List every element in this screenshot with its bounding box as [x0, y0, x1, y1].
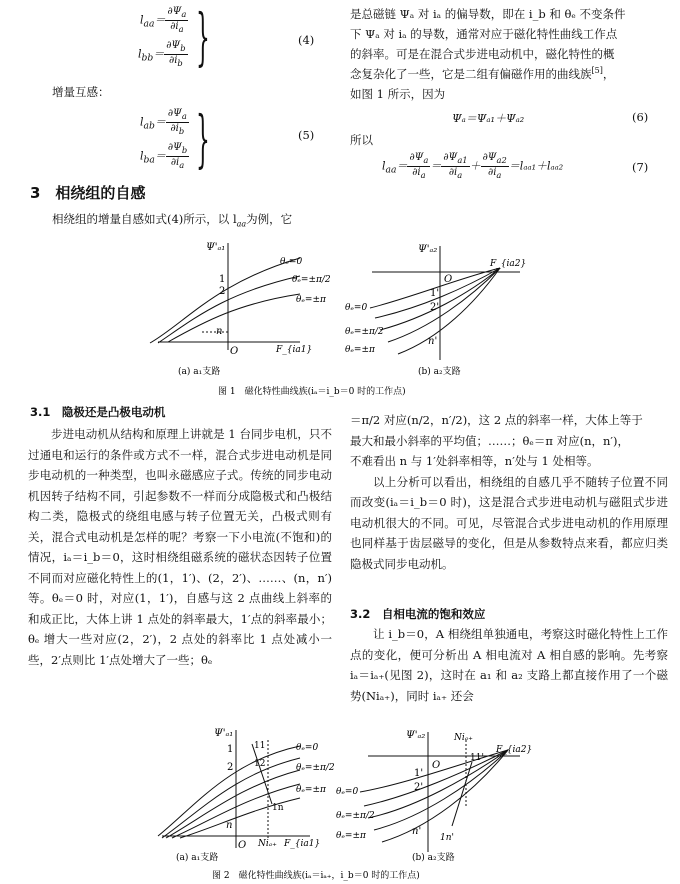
f2r-origin: O: [432, 760, 441, 771]
brace-5: }: [196, 102, 210, 175]
brace-4: }: [196, 0, 210, 73]
f1l-point-n: n: [216, 326, 223, 337]
right-mid-para-2: 以上分析可以看出，相绕组的自感几乎不随转子位置不同而改变(iₐ＝i_b＝0 时)，这是混合式步进电动机与磁阻式步进电动机很大的不同。可见，尽管混合式步进电动机的作用原理也同样基于齿层磁导的变化，但是从参数特点来看，都应归类隐极式同步电动机。: [350, 474, 668, 571]
equation-number-6: (6): [632, 110, 649, 124]
f1l-point-1: 1: [219, 274, 226, 285]
figure-2-left-plot: [158, 730, 310, 848]
f2l-point-1n: 1n: [272, 803, 284, 813]
section-3-2-paragraph: 让 i_b＝0，A 相绕组单独通电，考察这时磁化特性上工作点的变化，便可分析出 A 相电流对 A 相自感的影响。先考察 iₐ＝iₐ₊(见图 2)，这时在 a₁ 和 a₂ 支路上都直接作用了一个磁势(Niₐ₊)，同时 iₐ₊ 还会: [350, 627, 668, 703]
f1l-curve-pi2: [158, 276, 300, 343]
f2r-point-1np: 1n': [440, 833, 454, 843]
right-line-3: 的斜率。可是在混合式步进电动机中，磁化特性的概: [350, 47, 615, 61]
right-mid-line-1: ＝π/2 对应(n/2，n′/2)，这 2 点的斜率一样，大体上等于: [350, 413, 643, 427]
f2r-ylabel: Ψ'ₐ₂: [406, 730, 426, 741]
f1l-curve-0: [150, 257, 303, 343]
f2l-curve-label-pi2: θₑ=±π/2: [296, 763, 335, 773]
f2r-point-1p: 1': [414, 768, 424, 779]
equation-number-5: (5): [298, 128, 315, 142]
figure-2: [0, 726, 680, 884]
right-line-4: 念复杂化了一些，它是二组有偏磁作用的曲线族[5]，: [350, 66, 615, 81]
right-line-2: 下 Ψₐ 对 iₐ 的导数，通常对应于磁化特性曲线工作点: [350, 27, 618, 41]
section-3-2-heading: 3.2 自相电流的饱和效应: [350, 607, 486, 621]
f2r-point-11p: 11': [470, 753, 484, 763]
section-3-1-paragraph: 步进电动机从结构和原理上讲就是 1 台同步电机，只不过通电和运行的条件或方式不一样，混合式步进电动机是同步电动机的一种类型，也叫永磁感应子式。传统的同步电动机因转子结构不同，引起参数不一样而分成隐极式和凸极结构二类，隐极式的绕组电感与转子位置无关，凸极式则有关，混合式电动机是怎样的呢？考察一下小电流(不饱和)的情况，iₐ＝i_b＝0，这时相绕组磁系统的磁状态因转子位置不同而对应磁化特性上的(1，1′)、(2，2′)、……、(n，n′)等。θₑ＝0 时，对应(1，1′)，自感与这 2 点曲线上斜率的和成正比，大体上讲 1 点处的斜率最大，1′点的斜率最小；θₑ 增大一些对应(2，2′)，2 点处的斜率比 1 点处减小一些，2′点则比 1′点处增大了一些；θₑ: [28, 427, 332, 667]
f1l-ylabel: Ψ'ₐ₁: [206, 242, 226, 253]
f1r-point-2p: 2': [430, 302, 440, 313]
f2l-curve-label-0: θₑ=0: [296, 743, 319, 753]
f2r-curve-a: [364, 750, 508, 806]
f1l-curve-label-pi: θₑ=±π: [296, 295, 326, 305]
f2r-caption: (b) a₂支路: [412, 853, 455, 863]
figure-1: [0, 238, 680, 398]
equation-laa: $l_{aa}=$ $\frac{\partial\Psi_a}{\partial i_a}$: [140, 6, 187, 34]
figure-2-caption: 图 2 磁化特性曲线族(iₐ＝iₐ₊，i_b＝0 时的工作点): [212, 871, 420, 881]
f1l-curve-label-pi2: θₑ=±π/2: [292, 275, 331, 285]
f2l-curve-label-pi: θₑ=±π: [296, 785, 326, 795]
mutual-inductance-label: 增量互感：: [52, 85, 110, 99]
f1r-origin: O: [444, 274, 453, 285]
section-3-intro: 相绕组的增量自感如式(4)所示，以 $l_{aa}$为例，它: [52, 212, 293, 229]
f1l-curve-pi: [168, 294, 300, 342]
f2l-point-11: 11: [254, 741, 266, 751]
f1l-xlabel: F_{ia1}: [276, 345, 313, 355]
equation-lbb: $l_{bb}=$ $\frac{\partial\Psi_b}{\partial i_b}$: [138, 40, 186, 68]
so-label: 所以: [350, 133, 373, 147]
f1r-curve-label-pi2: θₑ=±π/2: [345, 327, 384, 337]
f1r-caption: (b) a₂支路: [418, 367, 461, 377]
f2l-ylabel: Ψ'ₐ₁: [214, 728, 234, 739]
f2l-point-n: n: [226, 820, 233, 831]
f2r-curve-label-0: θₑ=0: [336, 787, 359, 797]
f2r-point-np: n': [412, 826, 422, 837]
right-line-1: 是总磁链 Ψₐ 对 iₐ 的偏导数，即在 i_b 和 θₑ 不变条件: [350, 7, 626, 21]
f2l-origin: O: [238, 840, 247, 851]
section-heading-3: 3 相绕组的自感: [30, 184, 146, 202]
f1l-curve-label-0: θₑ=0: [280, 257, 303, 267]
f2r-curve-label-pi2: θₑ=±π/2: [336, 811, 375, 821]
f1r-point-1p: 1': [430, 288, 440, 299]
equation-lab: $l_{ab}=$ $\frac{\partial\Psi_a}{\partial i_b}$: [140, 108, 187, 136]
f2l-point-2: 2: [227, 762, 234, 773]
equation-number-7: (7): [632, 160, 649, 174]
equation-6: Ψₐ＝Ψₐ₁＋Ψₐ₂: [452, 112, 525, 125]
right-middle-text: [350, 410, 668, 574]
f1r-curve-label-pi: θₑ=±π: [345, 345, 375, 355]
f1l-origin: O: [230, 346, 239, 357]
f1r-ylabel: Ψ'ₐ₂: [418, 244, 438, 255]
right-mid-line-2: 最大和最小斜率的平均值；……；θₑ＝π 对应(n，n′)，: [350, 433, 629, 448]
equation-7: $l_{aa}=$ $\frac{\partial\Psi_a}{\partial i_a}$ ＝ $\frac{\partial\Psi_{a1}}{\partial i_a}$ ＋ $\frac{\partial\Psi_{a2}}{\partial i_a}$ ＝lₐₐ₁＋lₐₐ₂: [382, 152, 564, 180]
equation-lba: $l_{ba}=$ $\frac{\partial\Psi_b}{\partial i_a}$: [140, 142, 188, 170]
f2l-point-12: 12: [254, 759, 266, 769]
f2r-point-2p: 2': [414, 782, 424, 793]
f2r-mmf: Niₐ₊: [454, 733, 473, 743]
f1r-point-np: n': [428, 336, 438, 347]
f2l-caption: (a) a₁支路: [176, 853, 219, 863]
right-mid-line-3: 不难看出 n 与 1′处斜率相等，n′处与 1 处相等。: [350, 454, 599, 468]
figure-1-caption: 图 1 磁化特性曲线族(iₐ＝i_b＝0 时的工作点): [218, 387, 406, 397]
f1r-curve-label-0: θₑ=0: [345, 303, 368, 313]
f2l-mmf: Niₐ₊: [258, 839, 277, 849]
section-3-1-heading: 3.1 隐极还是凸极电动机: [30, 405, 166, 419]
f1l-caption: (a) a₁支路: [178, 367, 221, 377]
f1l-point-2: 2: [219, 286, 226, 297]
equation-number-4: (4): [298, 33, 315, 47]
f1r-xlabel: F_{ia2}: [490, 259, 527, 269]
f2r-xlabel: F_{ia2}: [496, 745, 533, 755]
f2l-point-1: 1: [227, 744, 234, 755]
f2r-curve-label-pi: θₑ=±π: [336, 831, 366, 841]
right-line-5: 如图 1 所示，因为: [350, 87, 446, 101]
f2l-xlabel: F_{ia1}: [284, 839, 321, 849]
